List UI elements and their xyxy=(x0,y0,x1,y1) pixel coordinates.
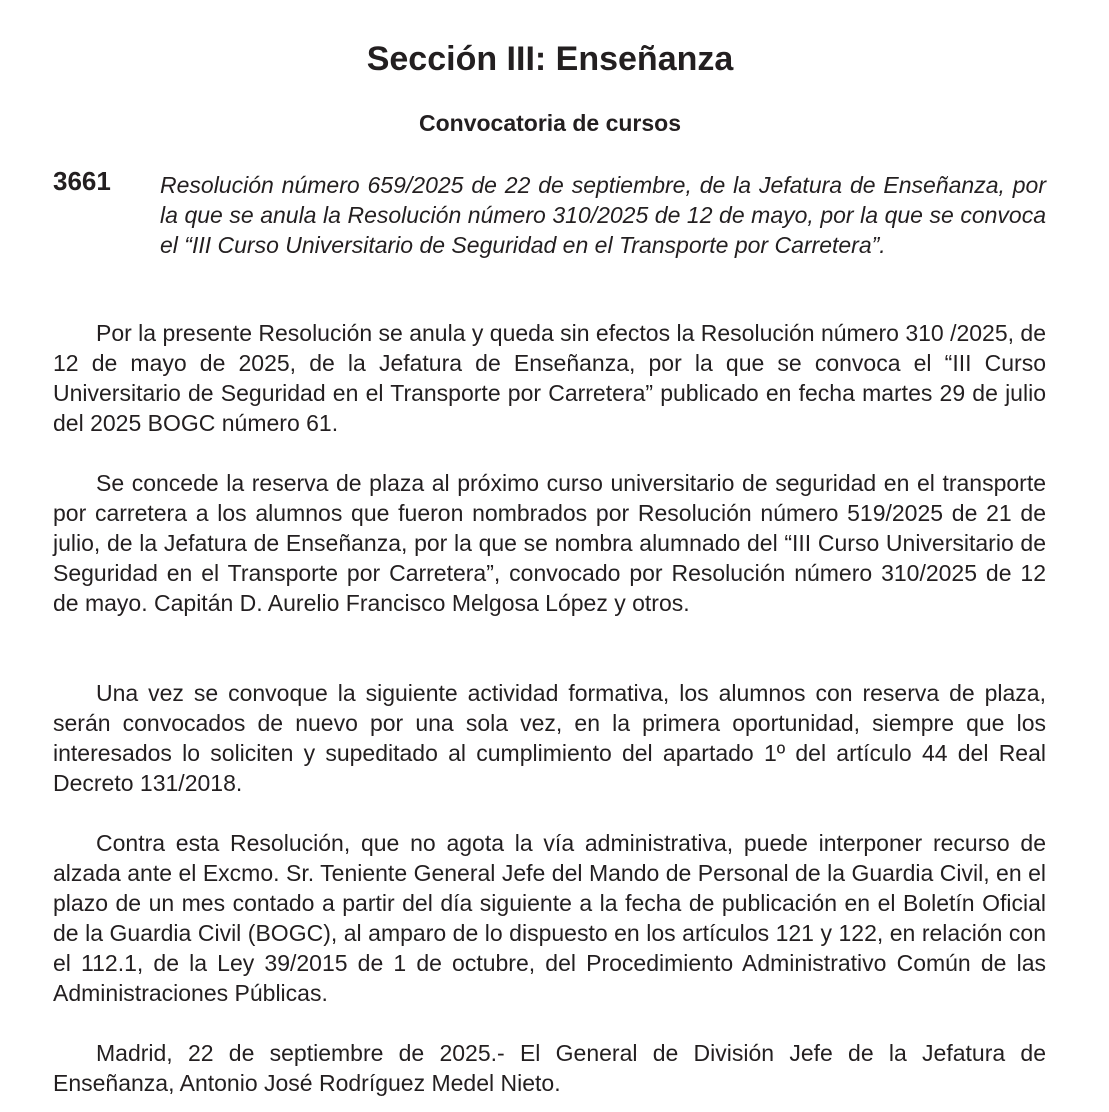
paragraph-appeal: Contra esta Resolución, que no agota la vía administrativa, puede interponer recurso de alzada ante el Excmo. Sr. Teniente General Jefe del Mando de Personal de la Guardia Civil, en el plazo de un mes contado a partir del día siguiente a la fecha de publicación en el Boletín Oficial de la Guardia Civil (BOGC), al amparo de lo dispuesto en los artículos 121 y 122, en relación con el 112.1, de la Ley 39/2015 de 1 de octubre, del Procedimiento Administrativo Común de las Administraciones Públicas. xyxy=(53,830,1046,1006)
section-title: Sección III: Enseñanza xyxy=(366,40,734,78)
paragraph-signature: Madrid, 22 de septiembre de 2025.- El General de División Jefe de la Jefatura de Enseñanza, Antonio José Rodríguez Medel Nieto. xyxy=(53,1040,1046,1096)
subsection-title: Convocatoria de cursos xyxy=(418,110,682,136)
entry-summary: Resolución número 659/2025 de 22 de septiembre, de la Jefatura de Enseñanza, por la que se anula la Resolución número 310/2025 de 12 de mayo, por la que se convoca el “III Curso Universitario de Seguridad en el Transporte por Carretera”. xyxy=(160,172,1046,258)
entry-number: 3661 xyxy=(53,166,111,196)
paragraph-annulment: Por la presente Resolución se anula y queda sin efectos la Resolución número 310 /2025, de 12 de mayo de 2025, de la Jefatura de Enseñanza, por la que se convoca el “III Curso Universitario de Seguridad en el Transporte por Carretera” publicado en fecha martes 29 de julio del 2025 BOGC número 61. xyxy=(53,320,1046,436)
paragraph-reconvocation: Una vez se convoque la siguiente actividad formativa, los alumnos con reserva de plaza, serán convocados de nuevo por una sola vez, en la primera oportunidad, siempre que los interesados lo soliciten y supeditado al cumplimiento del apartado 1º del artículo 44 del Real Decreto 131/2018. xyxy=(53,680,1046,796)
paragraph-reservation: Se concede la reserva de plaza al próximo curso universitario de seguridad en el transporte por carretera a los alumnos que fueron nombrados por Resolución número 519/2025 de 21 de julio, de la Jefatura de Enseñanza, por la que se nombra alumnado del “III Curso Universitario de Seguridad en el Transporte por Carretera”, convocado por Resolución número 310/2025 de 12 de mayo. Capitán D. Aurelio Francisco Melgosa López y otros. xyxy=(53,470,1046,616)
